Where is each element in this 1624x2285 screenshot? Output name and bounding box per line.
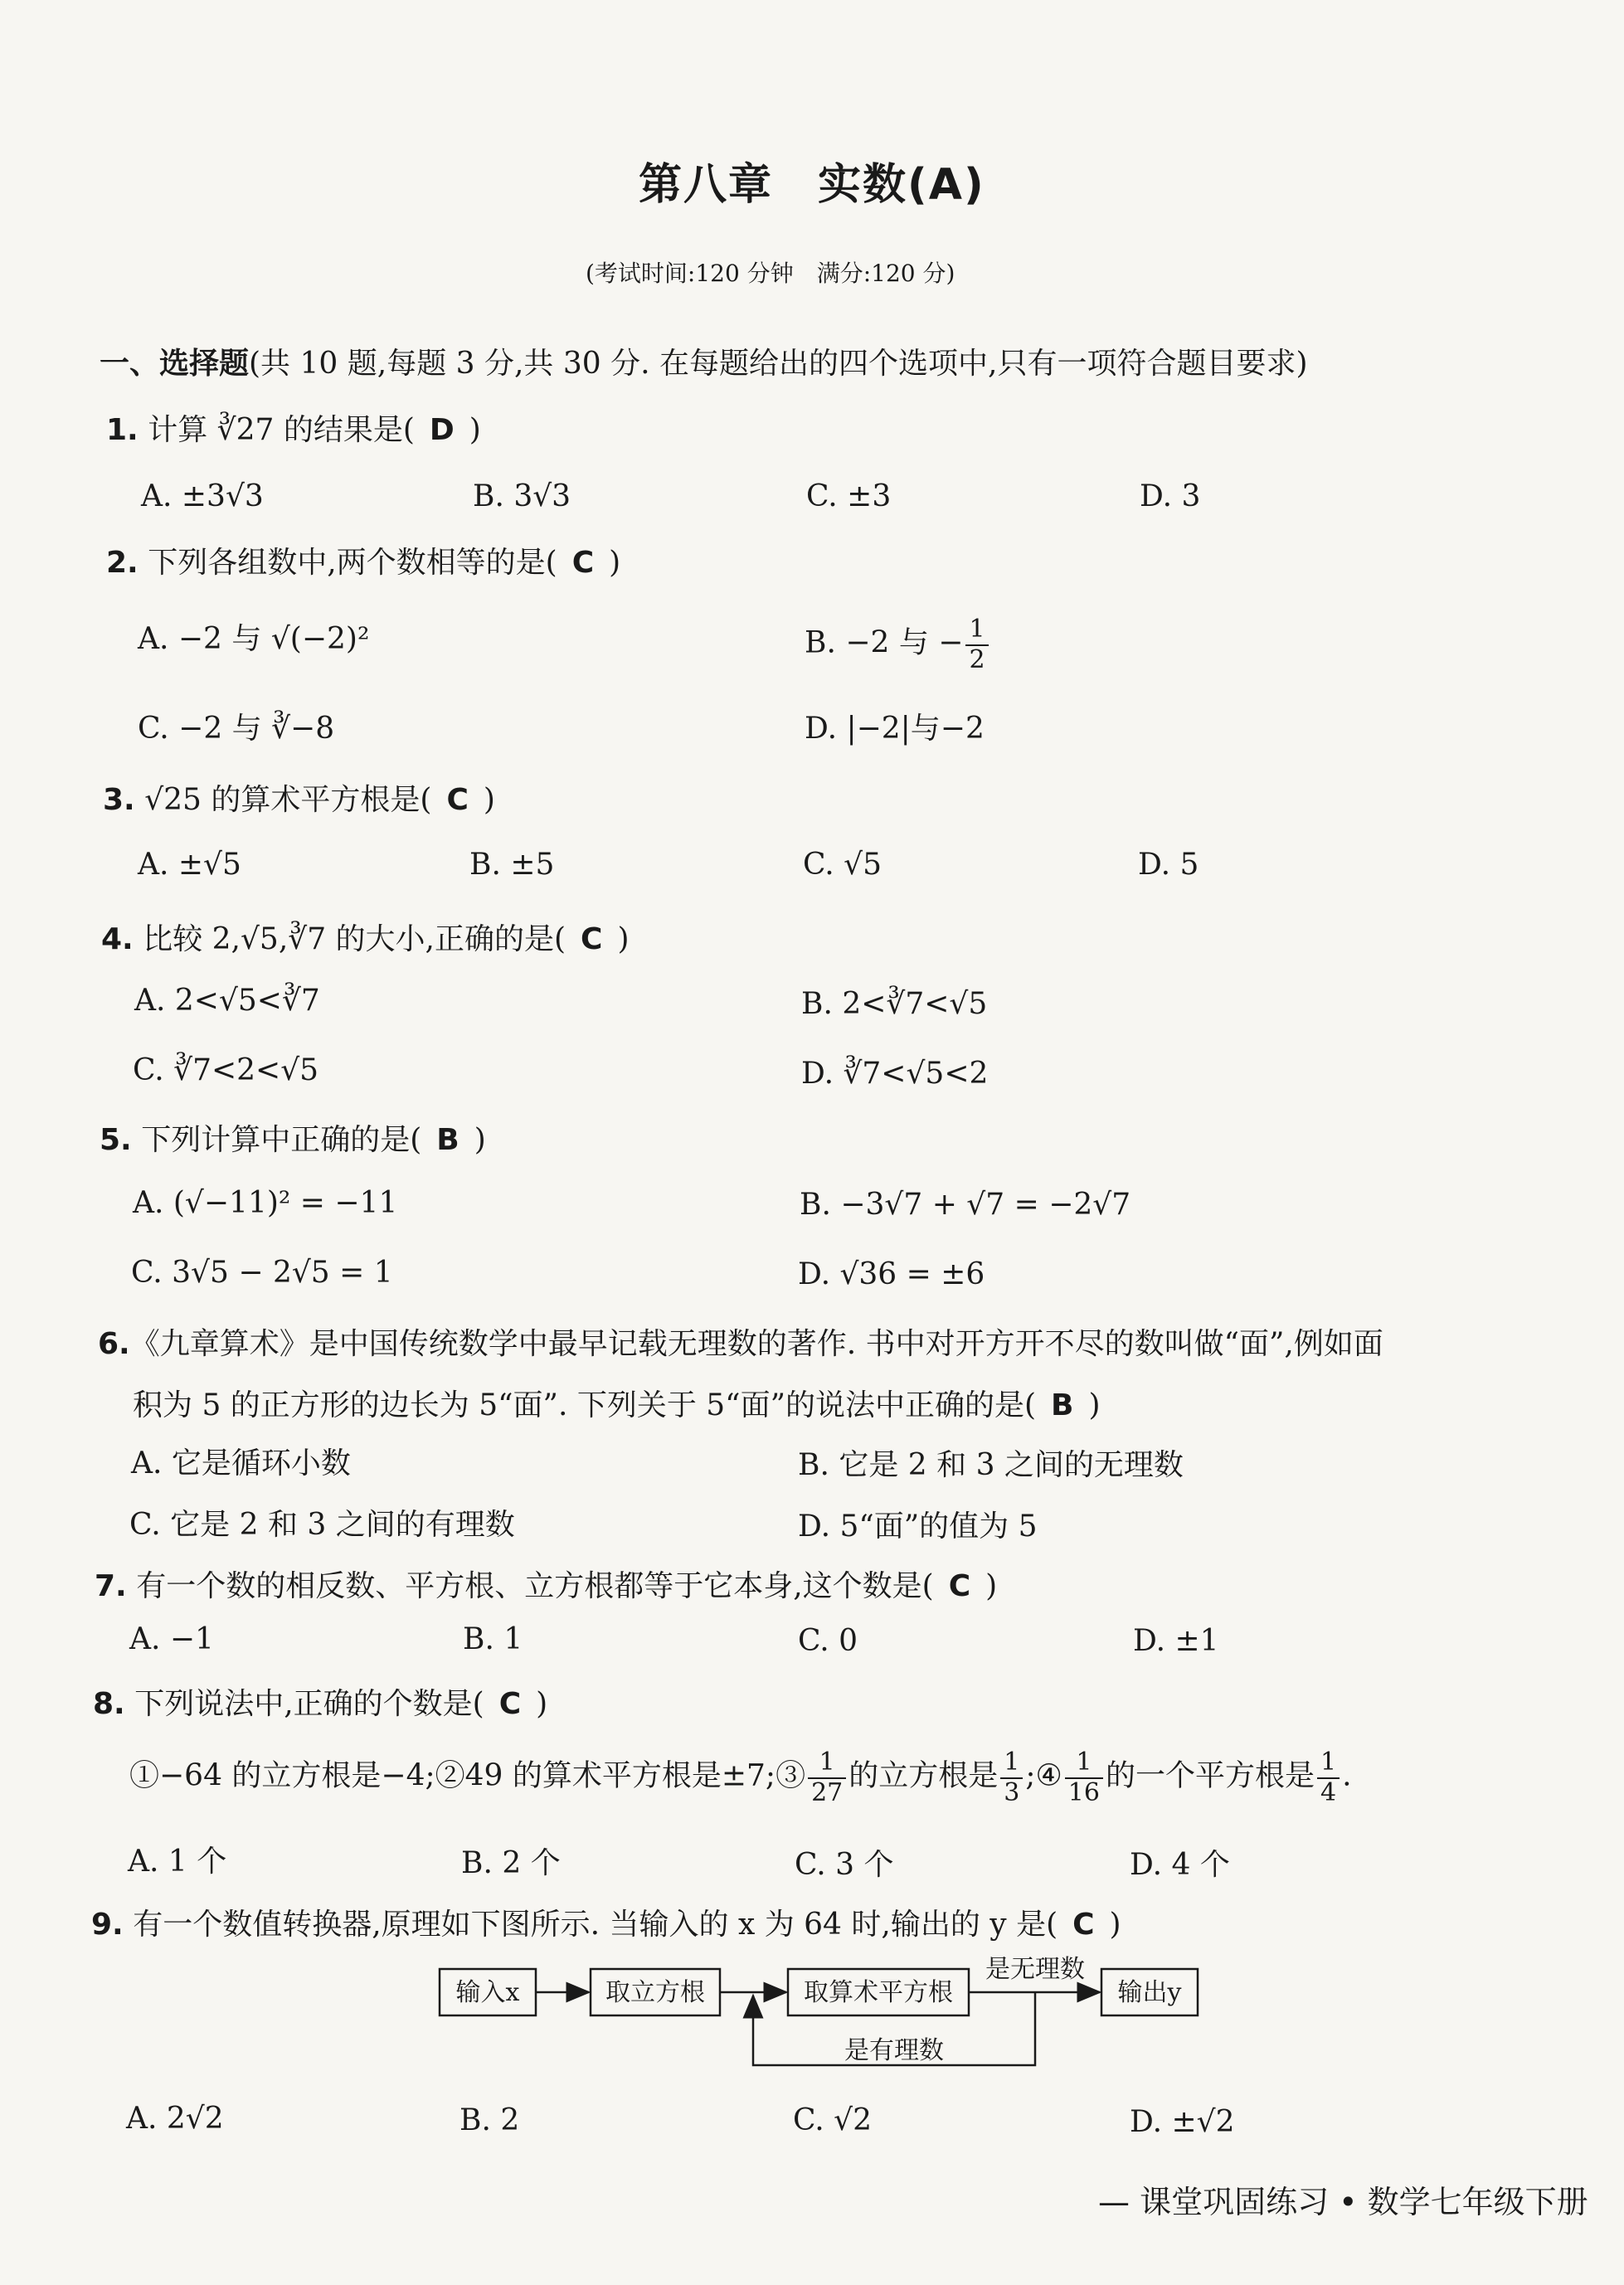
flow-cube-root-label: 取立方根 bbox=[605, 1978, 705, 2007]
question-number: 4. bbox=[101, 922, 134, 956]
denominator: 2 bbox=[969, 644, 985, 674]
option-d: D. 5“面”的值为 5 bbox=[798, 1510, 1038, 1544]
question-3-stem bbox=[103, 776, 495, 819]
question-text: 比较 2,√5,∛7 的大小,正确的是( bbox=[143, 922, 566, 956]
option-d: D. |−2|与−2 bbox=[805, 712, 985, 746]
question-5-stem bbox=[100, 1116, 486, 1159]
question-number: 2. bbox=[106, 546, 139, 580]
numerator: 1 bbox=[965, 615, 988, 646]
paren-close: ) bbox=[617, 922, 630, 956]
option-a: A. −1 bbox=[129, 1622, 214, 1656]
answer-mark: B bbox=[436, 1123, 459, 1157]
option-a: A. 它是循环小数 bbox=[131, 1446, 351, 1480]
paren-close: ) bbox=[1109, 1908, 1121, 1942]
paren-close: ) bbox=[536, 1687, 548, 1721]
question-number: 5. bbox=[100, 1123, 132, 1157]
statement-text: ①−64 的立方根是−4;②49 的算术平方根是±7;③ bbox=[129, 1758, 806, 1793]
option-d: D. ±1 bbox=[1133, 1624, 1219, 1658]
question-9-stem bbox=[91, 1901, 1121, 1943]
option-text: B. −2 与 − bbox=[805, 625, 964, 660]
answer-mark: C bbox=[1072, 1908, 1095, 1942]
converter-flowchart bbox=[431, 1949, 1211, 2074]
paren-close: ) bbox=[469, 413, 481, 447]
option-c: C. −2 与 ∛−8 bbox=[138, 712, 335, 746]
option-b bbox=[805, 615, 991, 674]
option-c: C. ±3 bbox=[806, 479, 892, 513]
section-heading bbox=[100, 340, 1308, 382]
option-a: A. ±3√3 bbox=[141, 479, 264, 513]
question-number: 9. bbox=[91, 1908, 124, 1942]
answer-mark: C bbox=[581, 922, 603, 956]
option-a: A. 2√2 bbox=[126, 2102, 224, 2136]
question-6-stem-line2 bbox=[133, 1382, 1101, 1424]
option-b: B. 1 bbox=[463, 1622, 523, 1656]
answer-mark: C bbox=[446, 783, 469, 817]
option-d: D. ±√2 bbox=[1130, 2105, 1235, 2139]
section-description: (共 10 题,每题 3 分,共 30 分. 在每题给出的四个选项中,只有一项符合题目要求) bbox=[249, 347, 1308, 381]
question-8-statements bbox=[129, 1748, 1352, 1807]
question-4-stem bbox=[101, 916, 630, 958]
option-a: A. ±√5 bbox=[138, 848, 241, 882]
question-text: 积为 5 的正方形的边长为 5“面”. 下列关于 5“面”的说法中正确的是( bbox=[133, 1388, 1037, 1422]
question-text: 计算 ∛27 的结果是( bbox=[148, 413, 415, 447]
flow-output-label: 输出y bbox=[1117, 1978, 1182, 2007]
flow-irrational-label: 是无理数 bbox=[985, 1955, 1085, 1984]
option-d: D. 5 bbox=[1138, 848, 1199, 882]
paren-close: ) bbox=[474, 1123, 486, 1157]
question-8-stem bbox=[93, 1680, 547, 1723]
denominator: 3 bbox=[1004, 1777, 1020, 1807]
option-d: D. √36 = ±6 bbox=[798, 1257, 985, 1291]
option-b: B. 2 bbox=[459, 2103, 520, 2137]
option-c: C. 0 bbox=[798, 1624, 858, 1658]
question-text: 下列计算中正确的是( bbox=[141, 1123, 422, 1157]
question-text: 下列说法中,正确的个数是( bbox=[134, 1687, 484, 1721]
paren-close: ) bbox=[985, 1569, 998, 1603]
paren-close: ) bbox=[1088, 1388, 1101, 1422]
option-a: A. 2<√5<∛7 bbox=[134, 984, 320, 1018]
option-a: A. 1 个 bbox=[128, 1845, 227, 1879]
option-c: C. 3√5 − 2√5 = 1 bbox=[131, 1256, 393, 1290]
answer-mark: D bbox=[429, 413, 455, 447]
statement-text: 的立方根是 bbox=[848, 1758, 999, 1793]
flow-sqrt-label: 取算术平方根 bbox=[804, 1978, 953, 2007]
answer-mark: C bbox=[571, 546, 595, 580]
option-b: B. ±5 bbox=[469, 848, 555, 882]
option-b: B. 3√3 bbox=[473, 479, 571, 513]
option-b: B. 它是 2 和 3 之间的无理数 bbox=[798, 1448, 1184, 1482]
fraction bbox=[808, 1748, 846, 1807]
page-title: 第八章 实数(A) bbox=[639, 160, 985, 210]
option-d: D. 4 个 bbox=[1130, 1848, 1230, 1882]
option-c: C. 3 个 bbox=[795, 1848, 894, 1882]
option-d: D. ∛7<√5<2 bbox=[801, 1057, 989, 1091]
section-title: 一、选择题 bbox=[100, 347, 250, 381]
fraction bbox=[1000, 1748, 1023, 1807]
question-number: 1. bbox=[106, 413, 139, 447]
question-number: 7. bbox=[95, 1569, 127, 1603]
statement-text: . bbox=[1342, 1758, 1352, 1793]
question-number: 8. bbox=[93, 1687, 125, 1721]
question-text: 有一个数的相反数、平方根、立方根都等于它本身,这个数是( bbox=[136, 1569, 934, 1603]
flow-input-label: 输入x bbox=[455, 1978, 520, 2007]
option-c: C. √2 bbox=[793, 2103, 872, 2137]
statement-text: 的一个平方根是 bbox=[1105, 1758, 1315, 1793]
question-text: 《九章算术》是中国传统数学中最早记载无理数的著作. 书中对开方开不尽的数叫做“面”,例如面 bbox=[129, 1327, 1383, 1361]
answer-mark: C bbox=[948, 1569, 971, 1603]
option-b: B. 2 个 bbox=[461, 1846, 561, 1880]
numerator: 1 bbox=[1065, 1748, 1103, 1779]
question-text: 有一个数值转换器,原理如下图所示. 当输入的 x 为 64 时,输出的 y 是( bbox=[133, 1908, 1058, 1942]
option-b: B. 2<∛7<√5 bbox=[801, 987, 988, 1021]
answer-mark: C bbox=[498, 1687, 522, 1721]
option-c: C. √5 bbox=[803, 848, 882, 882]
question-text: 下列各组数中,两个数相等的是( bbox=[148, 546, 557, 580]
exam-info: (考试时间:120 分钟 满分:120 分) bbox=[586, 260, 955, 287]
question-text: √25 的算术平方根是( bbox=[144, 783, 432, 817]
option-c: C. ∛7<2<√5 bbox=[133, 1053, 319, 1087]
option-a: A. (√−11)² = −11 bbox=[133, 1186, 398, 1220]
denominator: 4 bbox=[1320, 1777, 1337, 1807]
answer-mark: B bbox=[1051, 1388, 1074, 1422]
question-number: 3. bbox=[103, 783, 135, 817]
fraction bbox=[1065, 1748, 1103, 1807]
statement-text: ;④ bbox=[1025, 1758, 1062, 1793]
fraction bbox=[965, 615, 988, 674]
option-c: C. 它是 2 和 3 之间的有理数 bbox=[129, 1508, 515, 1542]
denominator: 27 bbox=[811, 1777, 844, 1807]
option-d: D. 3 bbox=[1140, 479, 1201, 513]
paren-close: ) bbox=[483, 783, 495, 817]
question-2-stem bbox=[106, 539, 620, 581]
question-7-stem bbox=[95, 1563, 997, 1605]
fraction bbox=[1317, 1748, 1340, 1807]
question-6-stem bbox=[98, 1320, 1383, 1363]
numerator: 1 bbox=[1317, 1748, 1340, 1779]
denominator: 16 bbox=[1067, 1777, 1100, 1807]
page-footer: — 课堂巩固练习 • 数学七年级下册 bbox=[1098, 2184, 1588, 2220]
question-number: 6. bbox=[98, 1327, 130, 1361]
flow-rational-label: 是有理数 bbox=[844, 2036, 944, 2065]
option-a: A. −2 与 √(−2)² bbox=[138, 622, 370, 656]
numerator: 1 bbox=[1000, 1748, 1023, 1779]
option-b: B. −3√7 + √7 = −2√7 bbox=[800, 1188, 1131, 1222]
question-1-stem bbox=[106, 406, 481, 449]
paren-close: ) bbox=[609, 546, 621, 580]
numerator: 1 bbox=[808, 1748, 846, 1779]
